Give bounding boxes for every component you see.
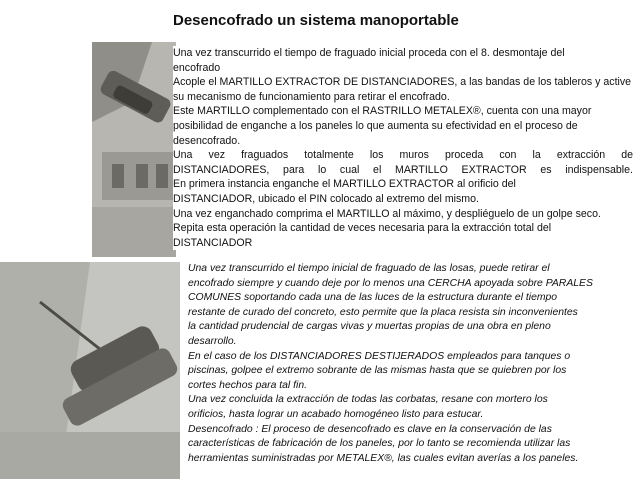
- note-line: la cantidad prudencial de cargas vivas y muertas propias de una obra en pleno: [188, 321, 551, 333]
- note-line: restante de curado del concreto, esto permite que la placa resista sin inconvenientes: [188, 306, 578, 318]
- note-line: cortes hechos para tal fin.: [188, 379, 307, 391]
- paragraph-line: posibilidad de enganche a los paneles lo que aumenta su efectividad en el proceso de: [173, 119, 578, 132]
- main-paragraph: [173, 46, 633, 250]
- paragraph-line: Una vez enganchado comprima el MARTILLO al máximo, y despliéguelo de un golpe seco.: [173, 207, 601, 220]
- paragraph-line: encofrado: [173, 61, 221, 74]
- paragraph-line: desencofrado.: [173, 134, 241, 147]
- note-line: características de fabricación de los paneles, por lo tanto se recomienda utilizar las: [188, 438, 571, 450]
- page-title: Desencofrado un sistema manoportable: [173, 12, 459, 29]
- paragraph-line: Una vez transcurrido el tiempo de fraguado inicial proceda con el 8. desmontaje del: [173, 47, 565, 59]
- paragraph-line: Repita esta operación la cantidad de veces necesaria para la extracción total del: [173, 222, 552, 235]
- note-paragraph: [188, 262, 608, 466]
- photo-hammer-extractor-drawing: [92, 42, 176, 257]
- note-line: COMUNES soportando cada una de las luces de la estructura durante el tiempo: [188, 292, 558, 304]
- paragraph-line: DISTANCIADOR, ubicado el PIN colocado al extremo del mismo.: [173, 192, 479, 205]
- note-line: Desencofrado : El proceso de desencofrado es clave en la conservación de las: [188, 423, 552, 435]
- photo-hammer-extractor: [92, 42, 176, 257]
- note-line: piscinas, golpee el extremo sobrante de las mismas hasta que se quiebren por los: [188, 365, 567, 377]
- note-line: herramientas suministradas por METALEX®, las cuales evitan averías a los paneles.: [188, 452, 579, 464]
- paragraph-line: DISTANCIADOR: [173, 236, 253, 249]
- paragraph-line: Una vez fraguados totalmente los muros proceda con la extracción de: [173, 149, 633, 162]
- note-line: desarrollo.: [188, 335, 237, 347]
- paragraph-line: Acople el MARTILLO EXTRACTOR DE DISTANCIADORES, a las bandas de los tableros y active: [173, 76, 632, 89]
- paragraph-line: DISTANCIADORES, para lo cual el MARTILLO EXTRACTOR es indispensable.: [173, 163, 633, 176]
- paragraph-line: En primera instancia enganche el MARTILLO EXTRACTOR al orificio del: [173, 178, 516, 191]
- note-line: Una vez concluida la extracción de todas las corbatas, resane con mortero los: [188, 394, 548, 406]
- note-line: orificios, hasta lograr un acabado homogéneo listo para estucar.: [188, 408, 484, 420]
- note-line: En el caso de los DISTANCIADORES DESTIJERADOS empleados para tanques o: [188, 350, 571, 362]
- photo-spacer-extraction-drawing: [0, 262, 180, 479]
- paragraph-line: Este MARTILLO complementado con el RASTRILLO METALEX®, cuenta con una mayor: [173, 105, 592, 118]
- photo-spacer-extraction: [0, 262, 180, 479]
- paragraph-line: su mecanismo de funcionamiento para retirar el encofrado.: [173, 90, 450, 103]
- note-line: encofrado siempre y cuando deje por lo menos una CERCHA apoyada sobre PARALES: [188, 277, 593, 289]
- note-line: Una vez transcurrido el tiempo inicial de fraguado de las losas, puede retirar el: [188, 263, 550, 274]
